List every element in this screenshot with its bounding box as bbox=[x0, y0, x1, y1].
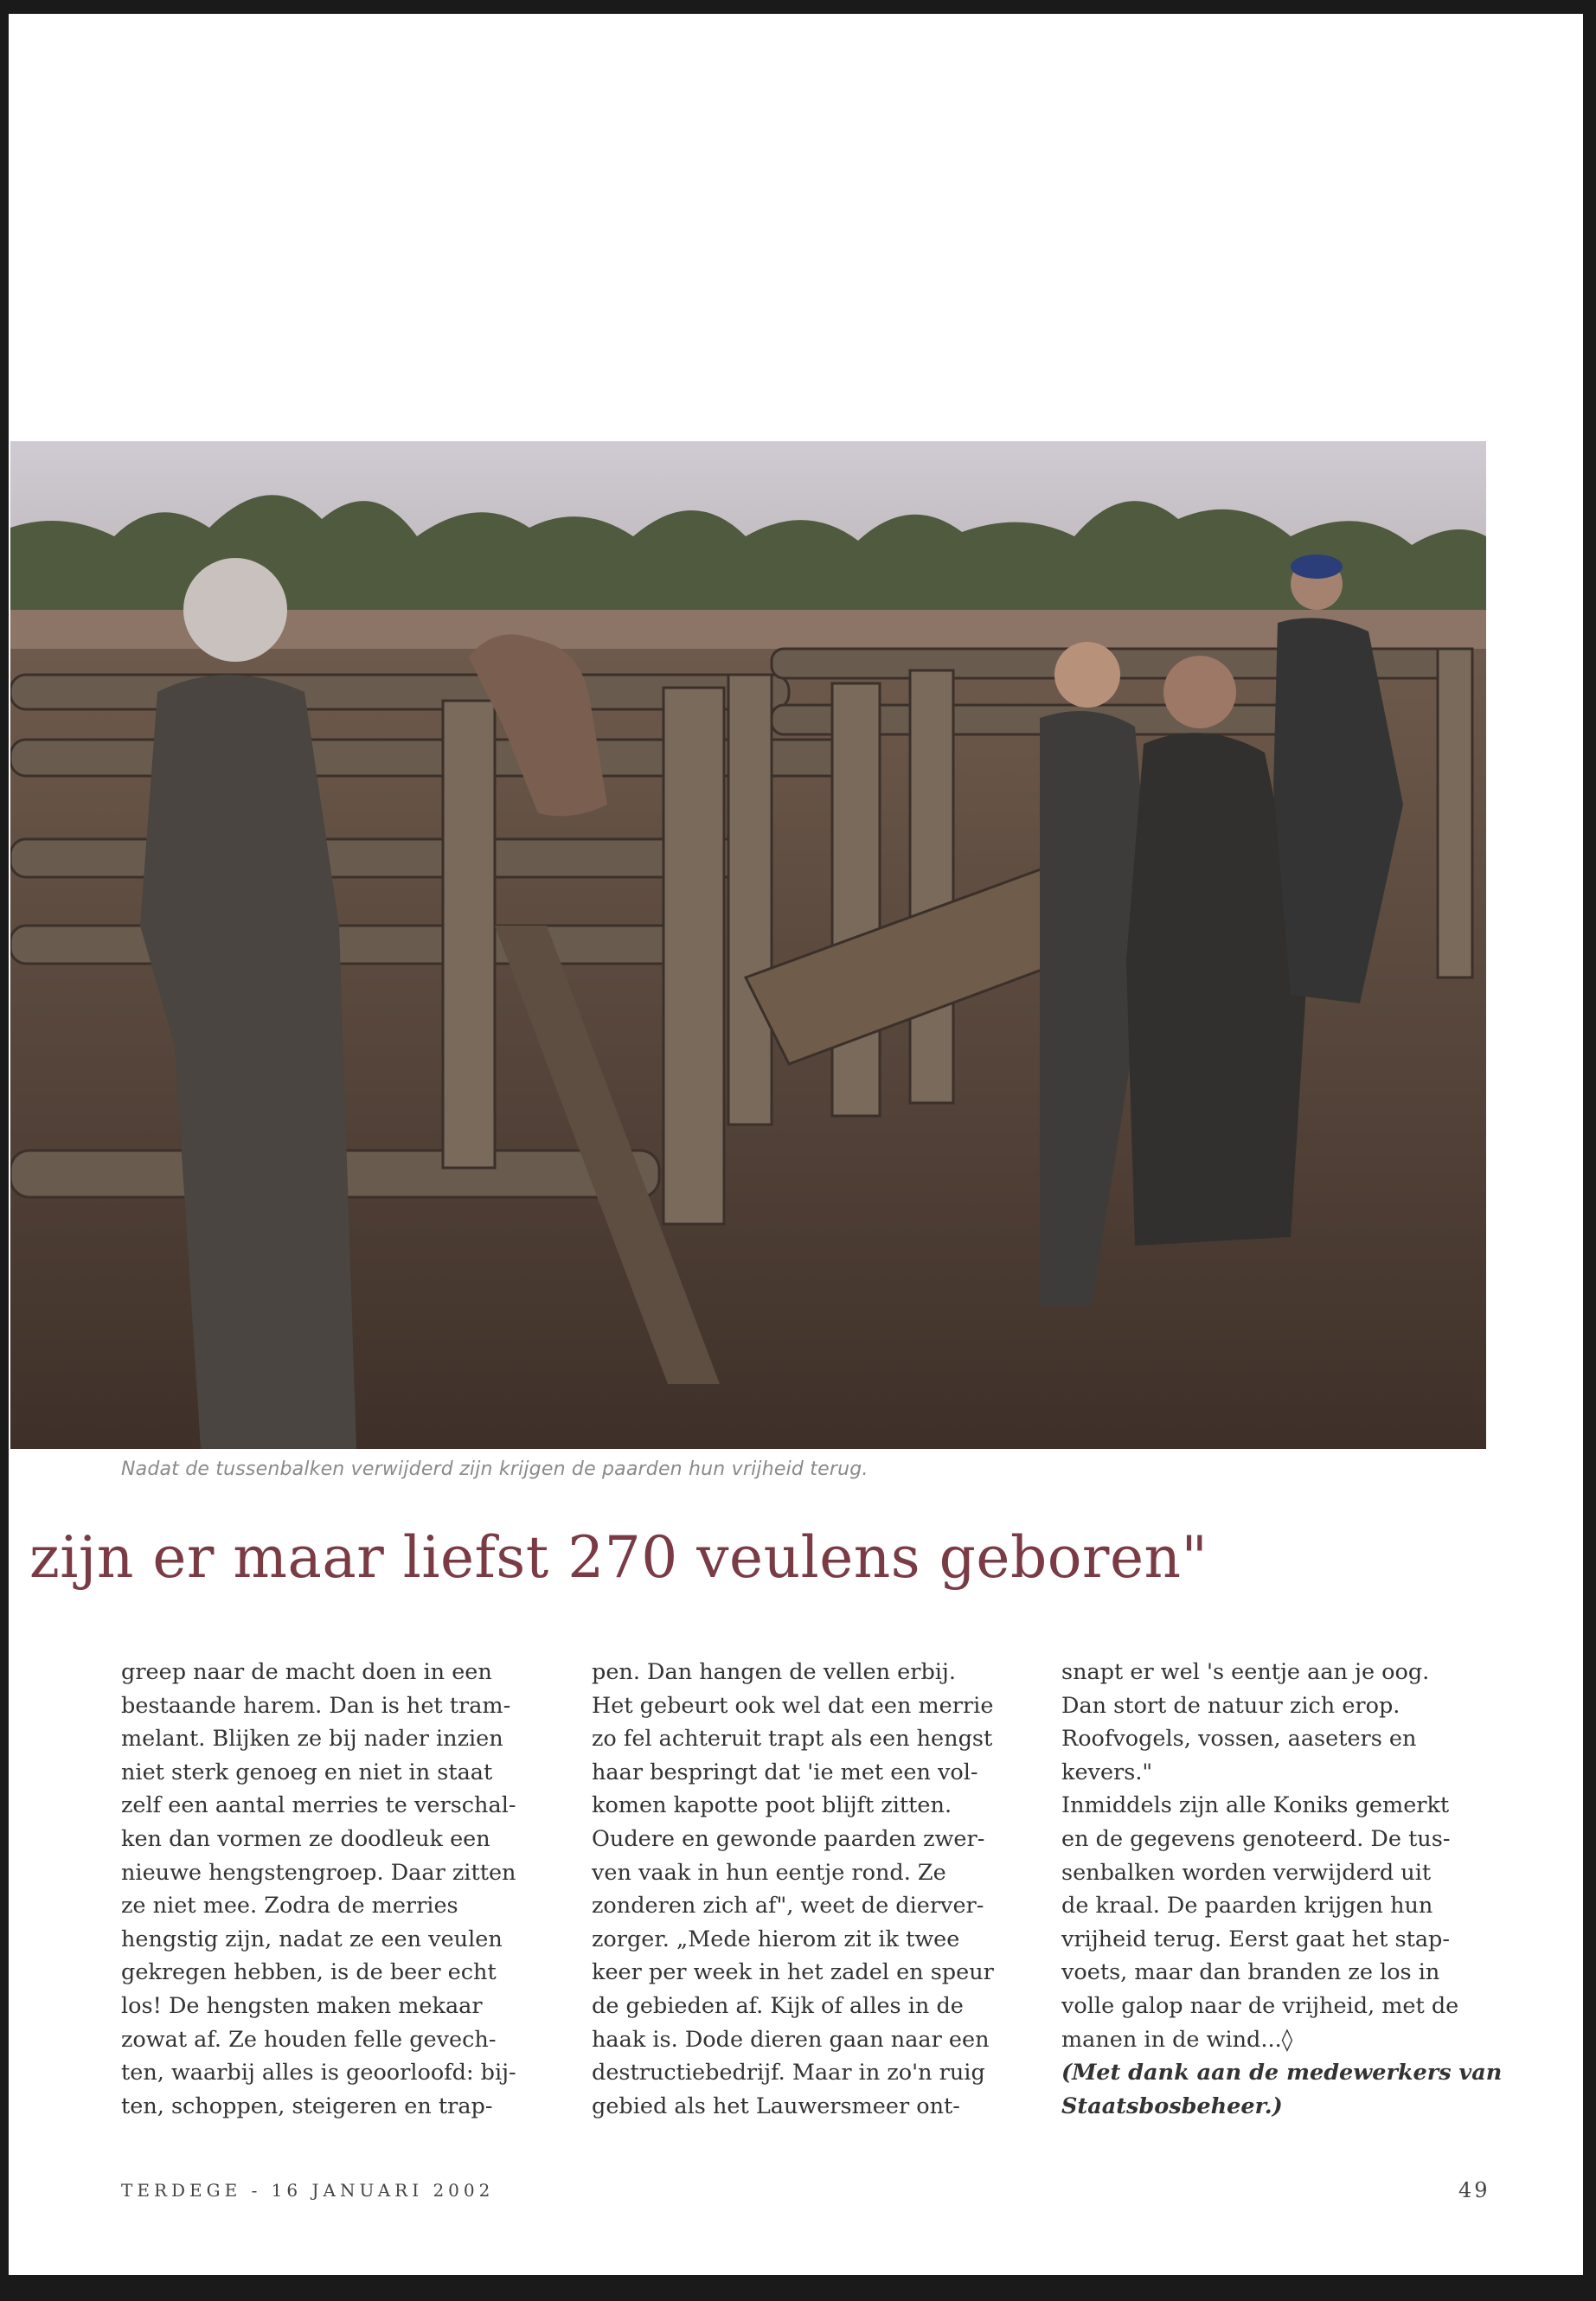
text-line: destructiebedrijf. Maar in zo'n ruig bbox=[592, 2060, 985, 2086]
scan-border-right bbox=[1583, 0, 1596, 2301]
text-line: zelf een aantal merries te verschal- bbox=[121, 1792, 516, 1819]
text-line: de gebieden af. Kijk of alles in de bbox=[592, 1992, 964, 2019]
text-line: snapt er wel 's eentje aan je oog. bbox=[1061, 1659, 1430, 1685]
text-line: Oudere en gewonde paarden zwer- bbox=[592, 1825, 985, 1852]
text-line: manen in de wind...◊ bbox=[1061, 2026, 1293, 2053]
text-line: voets, maar dan branden ze los in bbox=[1061, 1959, 1440, 1986]
text-line: volle galop naar de vrijheid, met de bbox=[1061, 1992, 1459, 2019]
text-line: ken dan vormen ze doodleuk een bbox=[121, 1825, 490, 1852]
text-line: Inmiddels zijn alle Koniks gemerkt bbox=[1061, 1792, 1450, 1819]
text-line: gekregen hebben, is de beer echt bbox=[121, 1959, 497, 1986]
text-line: ten, schoppen, steigeren en trap- bbox=[121, 2093, 493, 2119]
scan-border-top bbox=[0, 0, 1596, 14]
text-line: bestaande harem. Dan is het tram- bbox=[121, 1692, 511, 1719]
text-line: los! De hengsten maken mekaar bbox=[121, 1992, 483, 2019]
text-line: Het gebeurt ook wel dat een merrie bbox=[592, 1692, 994, 1719]
text-line: zonderen zich af", weet de dierver- bbox=[592, 1893, 984, 1920]
text-line: ze niet mee. Zodra de merries bbox=[121, 1893, 458, 1920]
text-line: senbalken worden verwijderd uit bbox=[1061, 1859, 1432, 1886]
text-line: Dan stort de natuur zich erop. bbox=[1061, 1692, 1401, 1719]
text-line: niet sterk genoeg en niet in staat bbox=[121, 1759, 493, 1785]
footer-publication: TERDEGE - 16 JANUARI 2002 bbox=[121, 2180, 495, 2201]
text-line: haar bespringt dat 'ie met een vol- bbox=[592, 1759, 978, 1785]
photo-farm-corral bbox=[10, 441, 1486, 1449]
text-line: keer per week in het zadel en speur bbox=[592, 1959, 994, 1986]
text-column-1 bbox=[121, 1656, 528, 2123]
text-column-3 bbox=[1061, 1656, 1503, 2123]
text-line: haak is. Dode dieren gaan naar een bbox=[592, 2026, 990, 2053]
text-line: melant. Blijken ze bij nader inzien bbox=[121, 1726, 503, 1753]
text-line: Roofvogels, vossen, aaseters en bbox=[1061, 1726, 1417, 1753]
text-line: en de gegevens genoteerd. De tus- bbox=[1061, 1825, 1451, 1852]
text-line: komen kapotte poot blijft zitten. bbox=[592, 1792, 952, 1819]
acknowledgement-line: Staatsbosbeheer.) bbox=[1061, 2093, 1283, 2119]
headline: zijn er maar liefst 270 veulens geboren" bbox=[29, 1524, 1208, 1591]
text-line: zowat af. Ze houden felle gevech- bbox=[121, 2026, 497, 2053]
text-line: ven vaak in hun eentje rond. Ze bbox=[592, 1859, 946, 1886]
text-line: de kraal. De paarden krijgen hun bbox=[1061, 1893, 1433, 1920]
scan-border-left bbox=[0, 0, 9, 2301]
text-line: vrijheid terug. Eerst gaat het stap- bbox=[1061, 1926, 1451, 1952]
text-line: nieuwe hengstengroep. Daar zitten bbox=[121, 1859, 516, 1886]
page-number: 49 bbox=[1458, 2178, 1490, 2202]
text-line: ten, waarbij alles is geoorloofd: bij- bbox=[121, 2060, 516, 2086]
text-line: kevers." bbox=[1061, 1759, 1153, 1785]
text-line: greep naar de macht doen in een bbox=[121, 1659, 492, 1685]
text-line: hengstig zijn, nadat ze een veulen bbox=[121, 1926, 503, 1952]
scan-border-bottom bbox=[0, 2275, 1596, 2301]
text-line: pen. Dan hangen de vellen erbij. bbox=[592, 1659, 956, 1685]
text-line: gebied als het Lauwersmeer ont- bbox=[592, 2093, 960, 2119]
text-line: zorger. „Mede hierom zit ik twee bbox=[592, 1926, 960, 1952]
text-column-2 bbox=[592, 1656, 998, 2123]
acknowledgement-line: (Met dank aan de medewerkers van bbox=[1061, 2060, 1503, 2086]
photo-caption: Nadat de tussenbalken verwijderd zijn krijgen de paarden hun vrijheid terug. bbox=[121, 1458, 869, 1480]
text-line: zo fel achteruit trapt als een hengst bbox=[592, 1726, 993, 1753]
